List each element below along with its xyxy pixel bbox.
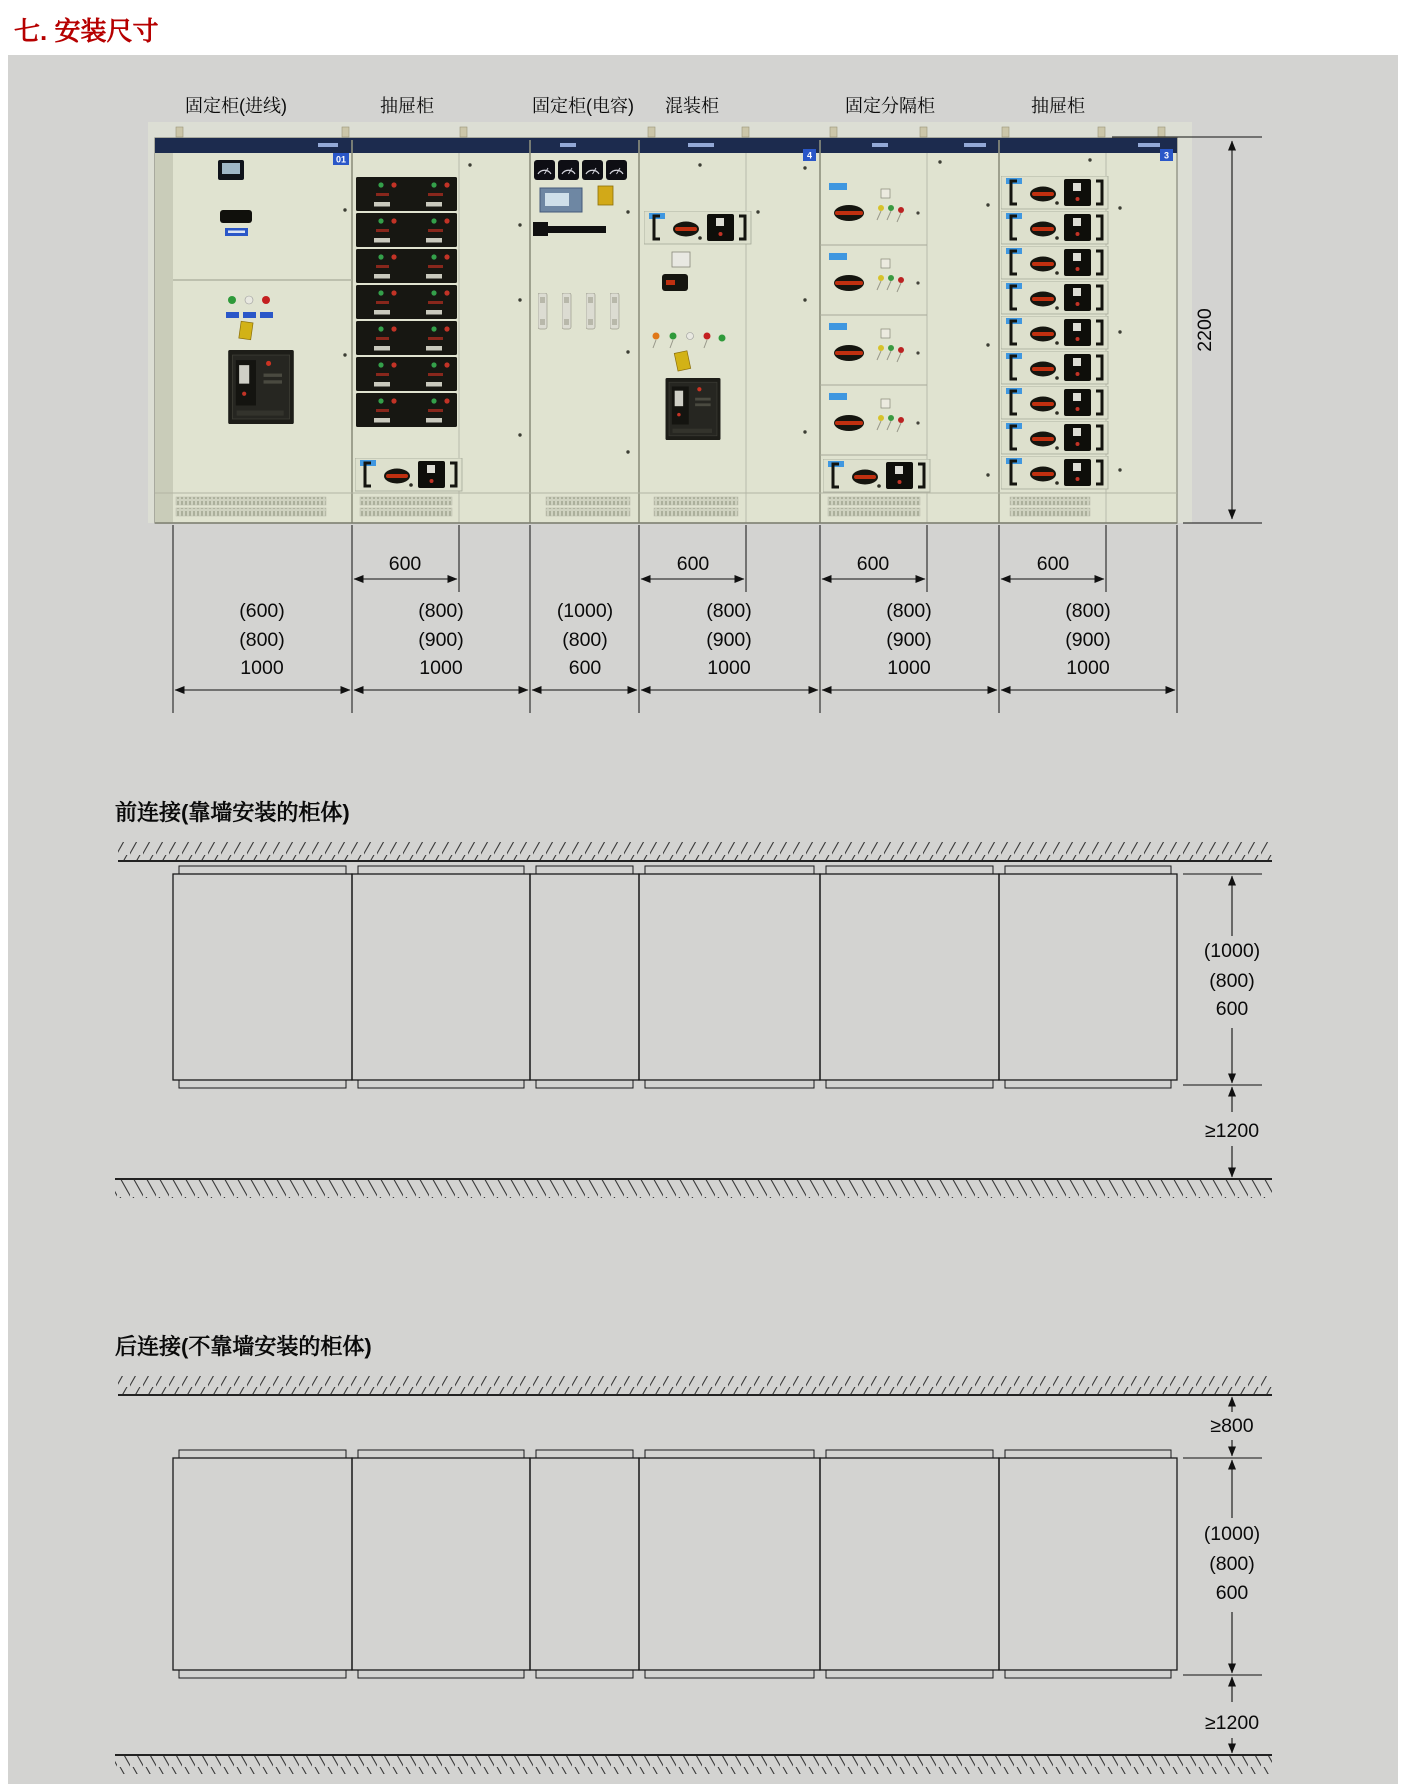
width-option-4b: (900) [706,629,752,651]
width-option-1b: (800) [239,629,285,651]
front-connection-title: 前连接(靠墙安装的柜体) [115,800,350,825]
rear-depth-option-2: (800) [1209,1553,1255,1575]
width-option-5a: (800) [886,600,932,622]
cabinet-caption-6: 抽屉柜 [1031,96,1085,116]
width-option-3b: (800) [562,629,608,651]
width-option-6b: (900) [1065,629,1111,651]
width-option-6c: 1000 [1066,657,1110,679]
front-depth-option-2: (800) [1209,970,1255,992]
width-option-4a: (800) [706,600,752,622]
width-option-5b: (900) [886,629,932,651]
width-option-2b: (900) [418,629,464,651]
cabinet-caption-1: 固定柜(进线) [185,96,287,116]
side-panel [155,153,173,523]
unit-badge-4: 4 [806,150,813,161]
height-dim-label: 2200 [1194,308,1216,352]
top-band [155,138,1177,153]
unit-badge-3: 3 [1163,150,1170,161]
rear-aisle-label: ≥1200 [1204,1712,1260,1734]
width-option-3a: (1000) [556,600,614,622]
rear-depth-option-1: (1000) [1203,1523,1261,1545]
rear-depth-option-3: 600 [1215,1582,1249,1604]
front-depth-option-3: 600 [1215,998,1249,1020]
compartment-dim-3: 600 [856,553,890,575]
rear-connection-title: 后连接(不靠墙安装的柜体) [115,1334,372,1359]
page-title: 七. 安装尺寸 [14,16,159,46]
compartment-dim-1: 600 [388,553,422,575]
cabinet-caption-3: 固定柜(电容) [532,96,634,116]
front-aisle-label: ≥1200 [1204,1120,1260,1142]
rear-wall-hatch [118,1376,1272,1395]
rear-wall-gap-label: ≥800 [1210,1415,1254,1437]
cabinet-caption-4: 混装柜 [665,96,719,116]
width-option-1c: 1000 [240,657,284,679]
width-option-2c: 1000 [419,657,463,679]
width-option-1a: (600) [239,600,285,622]
compartment-dim-2: 600 [676,553,710,575]
front-wall-hatch [118,842,1272,861]
width-option-4c: 1000 [707,657,751,679]
front-floor-hatch [115,1180,1272,1198]
width-option-3c: 600 [568,657,602,679]
cabinet-caption-2: 抽屉柜 [380,96,434,116]
unit-badge-1: 01 [335,154,347,165]
width-option-5c: 1000 [887,657,931,679]
cabinet-caption-5: 固定分隔柜 [845,96,935,116]
front-depth-option-1: (1000) [1203,940,1261,962]
width-option-2a: (800) [418,600,464,622]
cabinet-lineup-photo [148,122,1192,523]
rear-floor-hatch [115,1756,1272,1774]
width-option-6a: (800) [1065,600,1111,622]
compartment-dim-4: 600 [1036,553,1070,575]
